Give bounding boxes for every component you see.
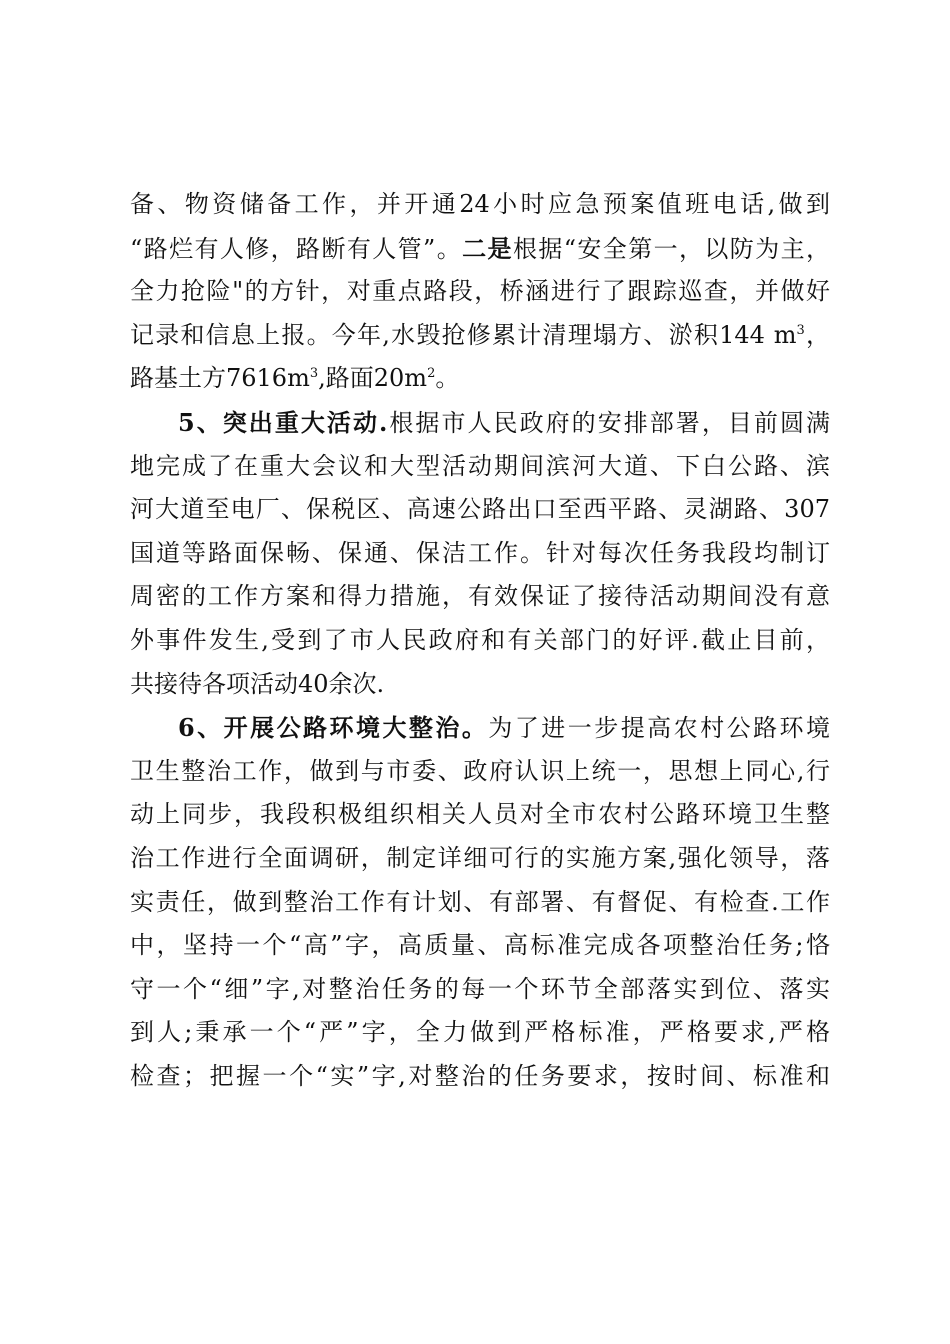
text-segment: 备、物资储备工作，并开通24小时应急预案值班电话,做到 xyxy=(130,190,830,218)
text-segment: 动上同步，我段积极组织相关人员对全市农村公路环境卫生整 xyxy=(130,800,830,829)
superscript: 3 xyxy=(796,322,805,338)
text-segment: 到人;秉承一个“严”字，全力做到严格标准，严格要求,严格 xyxy=(130,1018,830,1047)
text-segment: 为了进一步提高农村公路环境 xyxy=(488,714,830,743)
text-line xyxy=(130,750,830,794)
text-segment: ， xyxy=(804,320,830,349)
text-line xyxy=(130,837,830,881)
text-segment: 实责任，做到整治工作有计划、有部署、有督促、有检查.工作 xyxy=(130,887,830,916)
bold-text: 二是 xyxy=(462,233,513,263)
text-segment: 地完成了在重大会议和大型活动期间滨河大道、下白公路、滨 xyxy=(130,451,830,480)
text-line xyxy=(130,532,830,576)
text-segment: 中，坚持一个“高”字，高质量、高标准完成各项整治任务;恪 xyxy=(130,931,830,960)
text-segment: 河大道至电厂、保税区、高速公路出口至西平路、灵湖路、307 xyxy=(130,495,830,524)
text-segment: 共接待各项活动40余次. xyxy=(130,669,385,698)
text-segment: 国道等路面保畅、保通、保洁工作。针对每次任务我段均制订 xyxy=(130,538,830,567)
text-line xyxy=(130,924,830,968)
text-segment: ,路面20m xyxy=(318,364,428,393)
text-line xyxy=(130,793,830,837)
superscript: 2 xyxy=(427,366,436,382)
text-line xyxy=(130,706,830,750)
text-line xyxy=(130,575,830,619)
superscript: 3 xyxy=(309,366,319,382)
text-segment: 周密的工作方案和得力措施，有效保证了接待活动期间没有意 xyxy=(130,582,830,611)
text-line xyxy=(130,663,830,707)
text-segment: 记录和信息上报。今年,水毁抢修累计清理塌方、淤积144 m xyxy=(130,320,797,349)
text-line xyxy=(130,314,830,358)
text-segment: “路烂有人修，路断有人管”。 xyxy=(130,234,463,263)
text-segment: 根据市人民政府的安排部署，目前圆满 xyxy=(387,408,830,437)
text-segment: 检查；把握一个“实”字,对整治的任务要求，按时间、标准和 xyxy=(130,1061,830,1090)
text-line xyxy=(130,227,830,271)
text-segment: 卫生整治工作，做到与市委、政府认识上统一，思想上同心,行 xyxy=(130,756,830,785)
bold-text: 6、开展公路环境大整治。 xyxy=(178,713,489,743)
text-line xyxy=(130,1055,830,1099)
text-line xyxy=(130,968,830,1012)
text-segment: 。 xyxy=(435,364,460,393)
body-text xyxy=(130,183,830,1098)
text-line xyxy=(130,445,830,489)
text-line xyxy=(130,619,830,663)
text-line xyxy=(130,1011,830,1055)
text-segment: 全力抢险"的方针，对重点路段，桥涵进行了跟踪巡查，并做好 xyxy=(130,277,830,306)
text-line xyxy=(130,401,830,445)
text-line xyxy=(130,881,830,925)
text-segment: 路基土方7616m xyxy=(130,364,310,393)
text-line xyxy=(130,357,830,401)
text-segment: 治工作进行全面调研，制定详细可行的实施方案,强化领导，落 xyxy=(130,843,830,872)
text-line xyxy=(130,183,830,227)
text-segment: 根据“安全第一，以防为主， xyxy=(512,234,830,263)
text-line xyxy=(130,488,830,532)
text-segment: 外事件发生,受到了市人民政府和有关部门的好评.截止目前， xyxy=(130,625,830,654)
text-line xyxy=(130,270,830,314)
text-segment: 守一个“细”字,对整治任务的每一个环节全部落实到位、落实 xyxy=(130,974,830,1003)
bold-text: 5、突出重大活动. xyxy=(178,407,388,437)
